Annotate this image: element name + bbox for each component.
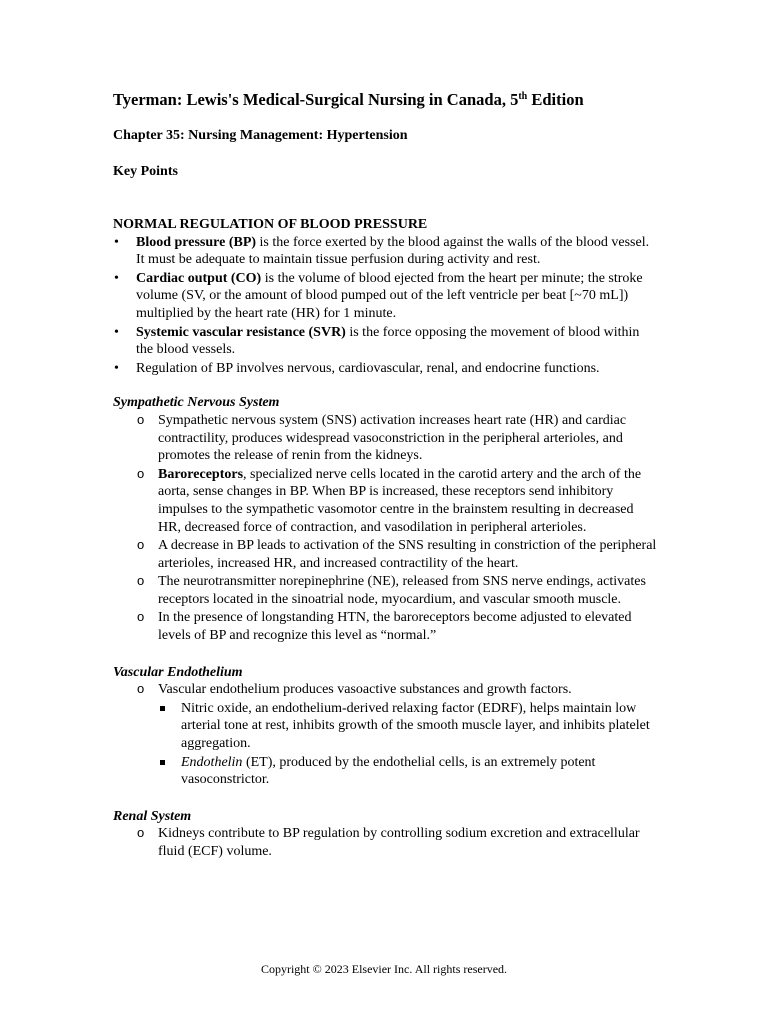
key-points-heading: Key Points: [113, 164, 178, 179]
list-item: [113, 700, 658, 753]
item-text: The neurotransmitter norepinephrine (NE), released from SNS nerve endings, activates receptors located in the sinoatrial node, myocardium, and vascular smooth muscle.: [158, 574, 646, 607]
list-item: [113, 609, 658, 644]
subsection-heading-vascular: Vascular Endothelium: [113, 664, 243, 680]
section-heading-normal-regulation: NORMAL REGULATION OF BLOOD PRESSURE: [113, 217, 428, 232]
renal-list: [113, 825, 658, 860]
title-superscript: th: [518, 91, 528, 102]
item-text: In the presence of longstanding HTN, the baroreceptors become adjusted to elevated levels of BP and recognize this level as “normal.”: [158, 610, 632, 644]
item-text: Nitric oxide, an endothelium-derived relaxing factor (EDRF), helps maintain low arterial tone at rest, inhibits growth of the smooth muscle layer, and inhibits platelet aggregation.: [181, 700, 650, 752]
bold-term: Blood pressure (BP): [136, 234, 257, 250]
chapter-heading: Chapter 35: Nursing Management: Hypertension: [113, 128, 408, 143]
list-item: [113, 754, 658, 789]
copyright-footer: Copyright © 2023 Elsevier Inc. All rights reserved.: [260, 962, 508, 976]
subsection-heading-renal: Renal System: [113, 808, 192, 824]
list-item: [113, 573, 658, 608]
item-text: , specialized nerve cells located in the carotid artery and the arch of the aorta, sense changes in BP. When BP is increased, these receptors send inhibitory impulses to the sympathetic vasomotor centre in the brainstem resulting in decreased HR, decreased force of contraction, and vasodilation in peripheral arterioles.: [158, 466, 642, 535]
title-main: Tyerman: Lewis's Medical-Surgical Nursing in Canada, 5: [113, 90, 519, 109]
item-text: Kidneys contribute to BP regulation by controlling sodium excretion and extracellular fluid (ECF) volume.: [158, 826, 640, 859]
title-end: Edition: [527, 90, 584, 109]
list-item: [113, 360, 658, 378]
italic-term: Endothelin: [181, 754, 243, 770]
list-item: [113, 466, 658, 536]
subsection-heading-sns: Sympathetic Nervous System: [113, 395, 280, 411]
item-text: Regulation of BP involves nervous, cardiovascular, renal, and endocrine functions.: [136, 360, 600, 376]
document-title: [113, 90, 584, 110]
bold-term: Baroreceptors: [158, 466, 244, 482]
list-item: [113, 412, 658, 465]
list-item: [113, 681, 658, 699]
vascular-list: [113, 681, 658, 699]
item-text: Sympathetic nervous system (SNS) activation increases heart rate (HR) and cardiac contractility, produces widespread vasoconstriction in the peripheral arterioles, and promotes the release of renin from the kidneys.: [158, 412, 627, 464]
item-text: Vascular endothelium produces vasoactive substances and growth factors.: [158, 682, 572, 698]
vascular-sublist: [113, 700, 658, 789]
list-item: [113, 234, 658, 269]
list-item: [113, 537, 658, 572]
normal-regulation-list: [113, 234, 658, 378]
item-text: is the force exerted by the blood against the walls of the blood vessel. It must be adequate to maintain tissue perfusion during activity and rest.: [136, 234, 650, 268]
list-item: [113, 825, 658, 860]
document-body: [113, 216, 658, 862]
list-item: [113, 324, 658, 359]
bold-term: Cardiac output (CO): [136, 270, 262, 286]
item-text: (ET), produced by the endothelial cells, is an extremely potent vasoconstrictor.: [181, 754, 596, 788]
item-text: A decrease in BP leads to activation of the SNS resulting in constriction of the peripheral arterioles, increased HR, and increased contractility of the heart.: [158, 538, 657, 571]
bold-term: Systemic vascular resistance (SVR): [136, 324, 346, 340]
sns-list: [113, 412, 658, 645]
item-text: is the volume of blood ejected from the heart per minute; the stroke volume (SV, or the amount of blood pumped out of the left ventricle per beat [~70 mL]) multiplied by the heart rate (HR) for 1 minute.: [136, 270, 643, 321]
item-text: is the force opposing the movement of blood within the blood vessels.: [136, 324, 640, 358]
list-item: [113, 270, 658, 323]
